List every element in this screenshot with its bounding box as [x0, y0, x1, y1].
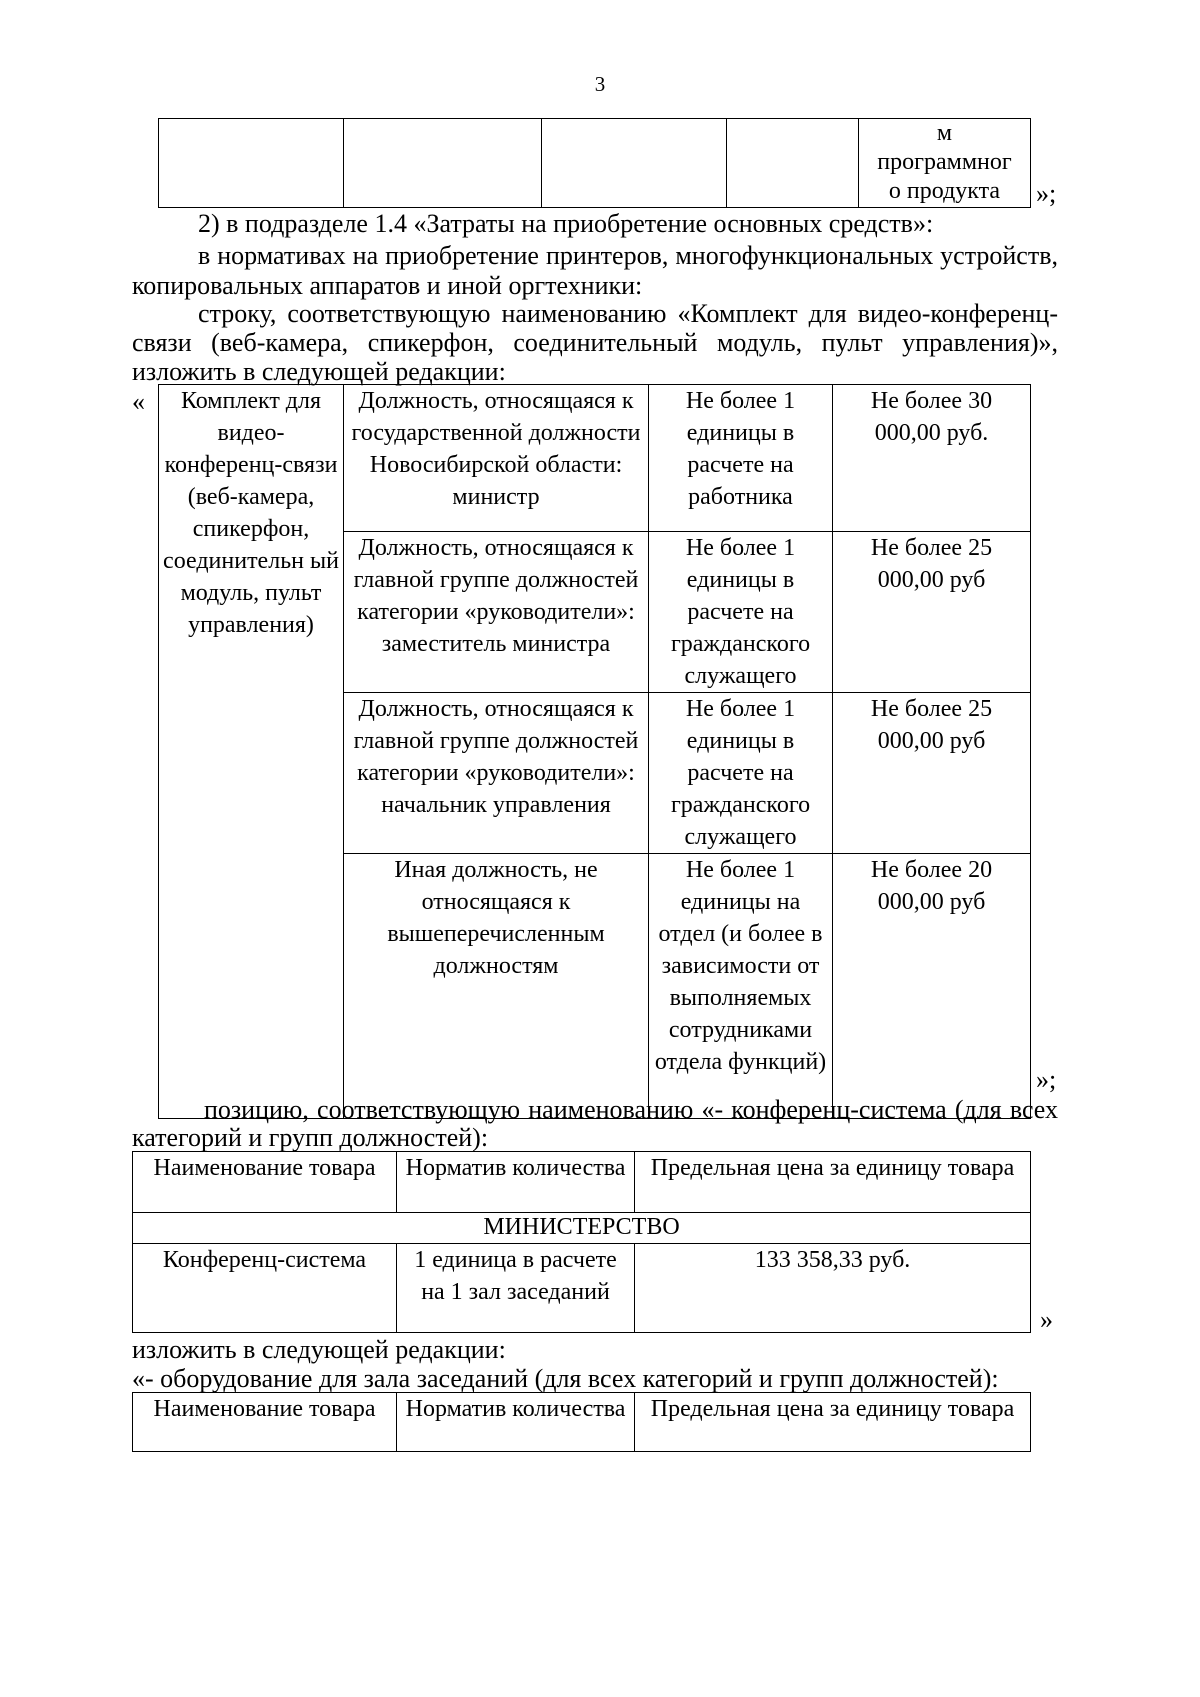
empty-cell: [344, 119, 542, 208]
paragraph-standards-line1: в нормативах на приобретение принтеров, многофункциональных устройств,: [198, 241, 1058, 270]
price-cell: Не более 25 000,00 руб: [833, 693, 1031, 854]
position-cell: Иная должность, не относящаяся к вышеперечисленным должностям: [344, 854, 649, 1119]
close-quote: »;: [1036, 1065, 1057, 1094]
paragraph-row-line2: связи (веб-камера, спикерфон, соединительный модуль, пульт управления)»,: [132, 328, 1058, 357]
paragraph-edition: изложить в следующей редакции:: [132, 1335, 506, 1364]
header-item-name: Наименование товара: [133, 1393, 397, 1452]
position-cell: Должность, относящаяся к главной группе должностей категории «руководители»: заместитель министра: [344, 532, 649, 693]
paragraph-subsection: 2) в подразделе 1.4 «Затраты на приобретение основных средств»:: [198, 209, 934, 238]
header-price: Предельная цена за единицу товара: [635, 1393, 1031, 1452]
paragraph-row-line1: строку, соответствующую наименованию «Комплект для видео-конференц-: [198, 299, 1058, 328]
quantity-cell: 1 единица в расчете на 1 зал заседаний: [397, 1244, 635, 1333]
close-quote: »: [1040, 1305, 1053, 1334]
paragraph-position-line1: позицию, соответствующую наименованию «- конференц-система (для всех: [204, 1095, 1058, 1124]
header-price: Предельная цена за единицу товара: [635, 1152, 1031, 1213]
conference-system-table: [132, 1151, 1031, 1333]
price-cell: 133 358,33 руб.: [635, 1244, 1031, 1333]
open-quote: «: [132, 387, 145, 416]
quantity-cell: Не более 1 единицы в расчете на гражданского служащего: [649, 532, 833, 693]
paragraph-row-line3: изложить в следующей редакции:: [132, 357, 506, 386]
paragraph-standards-line2: копировальных аппаратов и иной оргтехники:: [132, 271, 643, 300]
paragraph-position-line2: категорий и групп должностей):: [132, 1123, 489, 1152]
position-cell: Должность, относящаяся к государственной должности Новосибирской области: министр: [344, 385, 649, 532]
close-quote: »;: [1036, 179, 1057, 208]
videoconference-kit-table: [158, 384, 1031, 1119]
software-product-cell: м программног о продукта: [859, 119, 1031, 208]
header-quantity: Норматив количества: [397, 1393, 635, 1452]
equipment-table: [132, 1392, 1031, 1452]
price-cell: Не более 30 000,00 руб.: [833, 385, 1031, 532]
section-ministry: МИНИСТЕРСТВО: [133, 1213, 1031, 1244]
empty-cell: [159, 119, 344, 208]
quantity-cell: Не более 1 единицы на отдел (и более в зависимости от выполняемых сотрудниками отдела функций): [649, 854, 833, 1119]
price-cell: Не более 25 000,00 руб: [833, 532, 1031, 693]
empty-cell: [727, 119, 859, 208]
position-cell: Должность, относящаяся к главной группе должностей категории «руководители»: начальник управления: [344, 693, 649, 854]
empty-cell: [542, 119, 727, 208]
paragraph-equipment: «- оборудование для зала заседаний (для всех категорий и групп должностей):: [132, 1364, 999, 1393]
item-name-cell: Конференц-система: [133, 1244, 397, 1333]
header-item-name: Наименование товара: [133, 1152, 397, 1213]
continuation-table: [158, 118, 1031, 208]
quantity-cell: Не более 1 единицы в расчете на работника: [649, 385, 833, 532]
page-number: 3: [594, 72, 606, 96]
header-quantity: Норматив количества: [397, 1152, 635, 1213]
quantity-cell: Не более 1 единицы в расчете на гражданского служащего: [649, 693, 833, 854]
price-cell: Не более 20 000,00 руб: [833, 854, 1031, 1119]
item-name-cell: Комплект для видео-конференц-связи (веб-камера, спикерфон, соединительн ый модуль, пульт управления): [159, 385, 344, 1119]
